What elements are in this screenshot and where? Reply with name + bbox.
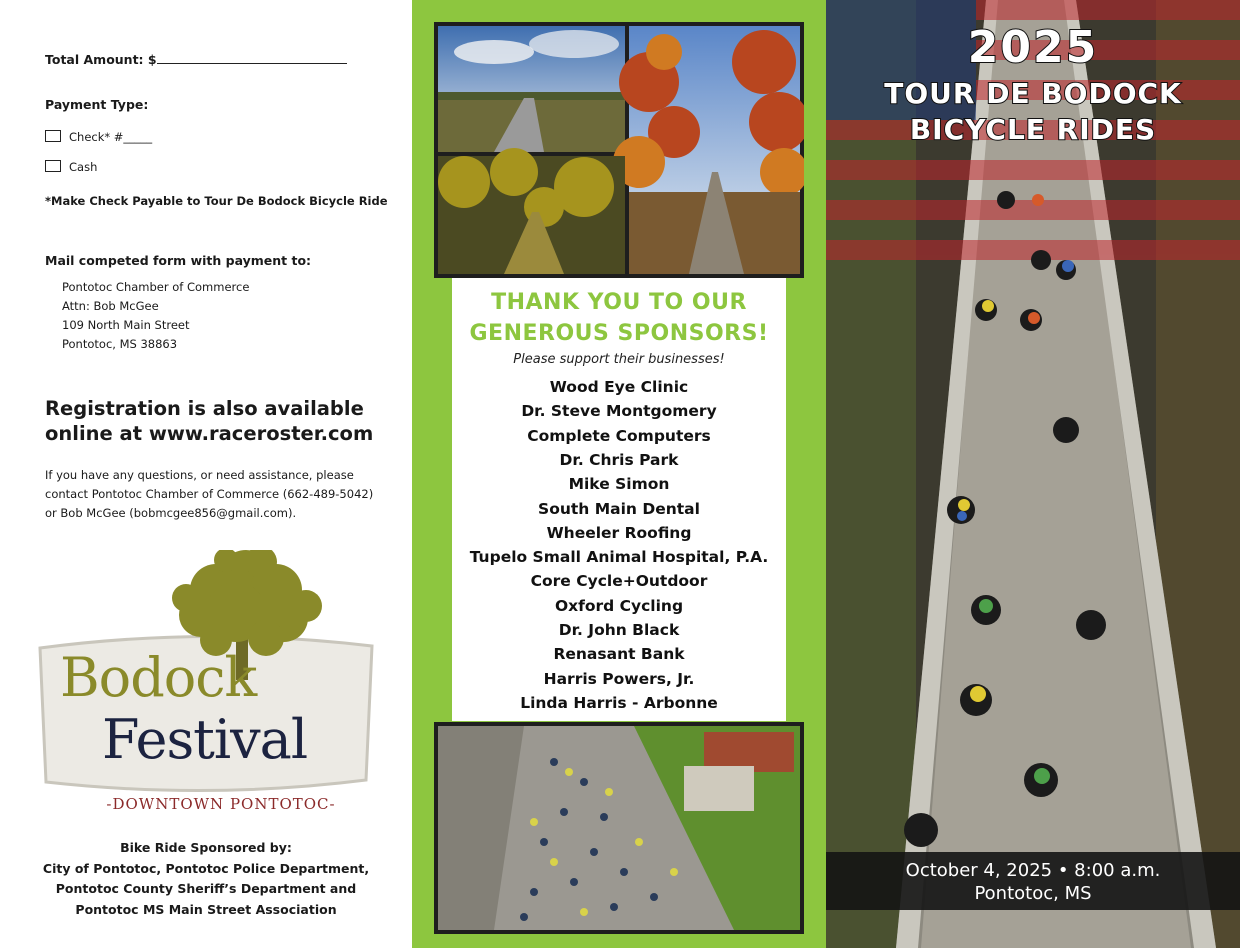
total-amount-label: Total Amount: $ <box>45 52 157 67</box>
sponsor-name: Wheeler Roofing <box>546 523 692 542</box>
sponsor-name: Mike Simon <box>568 475 670 494</box>
crowd-of-cyclists-image <box>434 722 804 934</box>
event-year: 2025 <box>967 22 1099 73</box>
address-line: Attn: Bob McGee <box>62 299 159 313</box>
event-date-time: October 4, 2025 • 8:00 a.m. <box>905 860 1161 881</box>
event-location: Pontotoc, MS <box>974 883 1092 904</box>
sponsor-name: South Main Dental <box>538 499 700 518</box>
mail-heading: Mail competed form with payment to: <box>45 253 312 268</box>
registration-line: online at www.raceroster.com <box>45 422 374 445</box>
cash-option[interactable] <box>45 160 97 174</box>
sponsor-name: Renasant Bank <box>553 645 685 664</box>
payment-type-label: Payment Type: <box>45 97 149 112</box>
sponsor-name: Dr. Steve Montgomery <box>521 402 717 421</box>
logo-festival: Festival <box>102 708 308 771</box>
total-amount-line <box>45 52 347 67</box>
event-title-line2: BICYCLE RIDES <box>909 113 1157 146</box>
thanks-heading-line: GENEROUS SPONSORS! <box>469 321 769 346</box>
mail-address <box>62 278 249 354</box>
sponsor-name: Wood Eye Clinic <box>549 378 689 396</box>
event-title-line1: TOUR DE BODOCK <box>884 77 1182 110</box>
sponsor-name: Tupelo Small Animal Hospital, P.A. <box>469 548 769 567</box>
help-line: or Bob McGee (bobmcgee856@gmail.com). <box>45 506 297 520</box>
sponsor-name: Complete Computers <box>527 426 711 445</box>
cash-checkbox[interactable] <box>45 160 61 172</box>
ride-sponsors <box>0 838 412 920</box>
help-line: contact Pontotoc Chamber of Commerce (662-489-5042) <box>45 487 374 501</box>
address-line: 109 North Main Street <box>62 318 190 332</box>
online-registration <box>45 396 373 446</box>
support-text: Please support their businesses! <box>513 352 725 367</box>
ride-sponsor-line: Pontotoc MS Main Street Association <box>75 901 337 917</box>
riders-start-photo <box>434 722 804 934</box>
sponsor-list-card <box>452 278 786 721</box>
registration-line: Registration is also available <box>45 397 364 420</box>
sponsor-name: Dr. Chris Park <box>559 450 679 469</box>
logo-tagline: -DOWNTOWN PONTOTOC- <box>106 795 336 813</box>
help-text <box>45 466 373 523</box>
trail-photos-image <box>434 22 804 278</box>
sponsor-name: Core Cycle+Outdoor <box>530 572 708 591</box>
address-line: Pontotoc Chamber of Commerce <box>62 280 250 294</box>
sponsors-panel <box>412 0 826 948</box>
ride-sponsors-heading: Bike Ride Sponsored by: <box>120 840 292 855</box>
sponsor-name: Dr. John Black <box>558 621 680 639</box>
sponsor-name: Harris Powers, Jr. <box>543 669 695 688</box>
check-option-label: Check* #_____ <box>69 130 153 144</box>
cash-option-label: Cash <box>69 160 98 174</box>
logo-bodock: Bodock <box>60 646 257 709</box>
check-note: *Make Check Payable to Tour De Bodock Bicycle Ride <box>45 194 388 208</box>
help-line: If you have any questions, or need assistance, please <box>45 468 354 482</box>
thanks-heading-line: THANK YOU TO OUR <box>491 290 747 315</box>
check-option[interactable] <box>45 130 152 144</box>
date-location-band <box>826 852 1240 910</box>
ride-sponsor-line: Pontotoc County Sheriff’s Department and <box>55 881 357 896</box>
check-checkbox[interactable] <box>45 130 61 142</box>
ride-sponsor-line: City of Pontotoc, Pontotoc Police Department, <box>42 860 370 876</box>
sponsor-name: Linda Harris - Arbonne <box>520 693 718 712</box>
cover-panel <box>826 0 1240 948</box>
address-line: Pontotoc, MS 38863 <box>62 337 178 351</box>
registration-panel <box>0 0 412 948</box>
bodock-festival-logo <box>36 550 378 818</box>
photo-collage <box>434 22 804 278</box>
sponsor-name: Oxford Cycling <box>554 596 684 615</box>
